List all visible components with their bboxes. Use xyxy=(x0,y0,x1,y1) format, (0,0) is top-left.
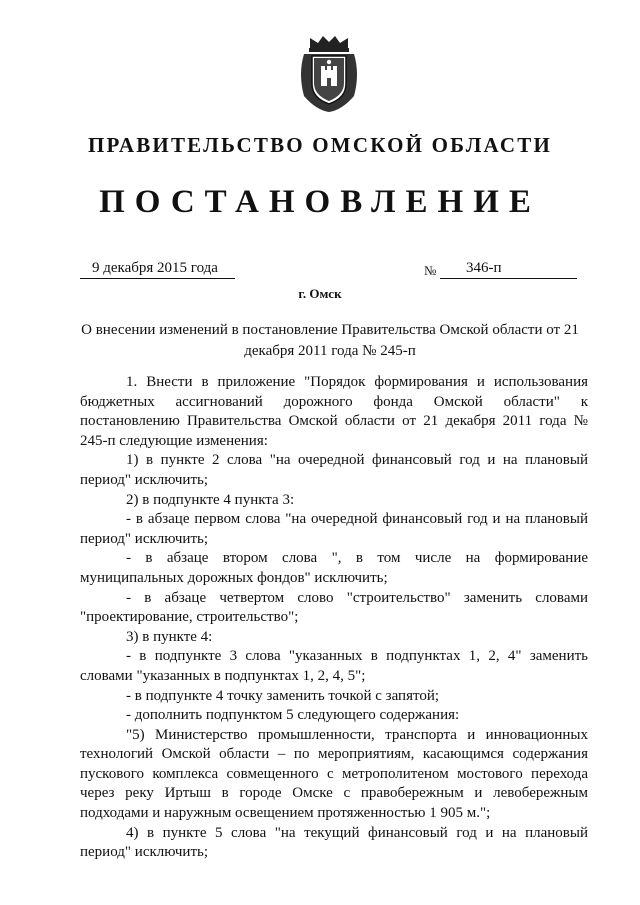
number-sign: № xyxy=(424,263,437,278)
document-subject: О внесении изменений в постановление Правительства Омской области от 21 декабря 2011 года № 245-п xyxy=(81,322,579,359)
paragraph: - в абзаце втором слова ", в том числе на формирование муниципальных дорожных фондов" исключить; xyxy=(80,550,588,586)
government-title: ПРАВИТЕЛЬСТВО ОМСКОЙ ОБЛАСТИ xyxy=(87,133,552,157)
paragraph: - дополнить подпунктом 5 следующего содержания: xyxy=(126,707,460,724)
paragraph: 1. Внести в приложение "Порядок формирования и использования бюджетных ассигнований дорожного фонда Омской области" к постановлению Правительства Омской области от 21 декабря 2011 года № 245-п следующие изменения: xyxy=(80,374,588,449)
paragraph: 1) в пункте 2 слова "на очередной финансовый год и на плановый период" исключить; xyxy=(80,452,588,488)
city-name: г. Омск xyxy=(298,286,342,301)
paragraph: 3) в пункте 4: xyxy=(126,628,213,645)
document-date: 9 декабря 2015 года xyxy=(92,260,218,276)
paragraph: - в абзаце четвертом слово "строительство" заменить словами "проектирование, строительство"; xyxy=(80,589,588,626)
paragraph: - в абзаце первом слова "на очередной финансовый год и на плановый период" исключить; xyxy=(80,511,588,547)
number-underline xyxy=(440,262,577,279)
document-type-title: ПОСТАНОВЛЕНИЕ xyxy=(99,184,541,220)
paragraph: 4) в пункте 5 слова "на текущий финансовый год и на плановый период" исключить; xyxy=(80,824,588,861)
document-body xyxy=(80,373,588,863)
document-number: 346-п xyxy=(466,260,502,276)
paragraph: 2) в подпункте 4 пункта 3: xyxy=(126,491,295,508)
paragraph: - в подпункте 3 слова "указанных в подпунктах 1, 2, 4" заменить словами "указанных в подпунктах 1, 2, 4, 5"; xyxy=(80,648,588,684)
omsk-coat-of-arms-emblem xyxy=(296,34,362,114)
paragraph: - в подпункте 4 точку заменить точкой с запятой; xyxy=(126,687,440,704)
paragraph: "5) Министерство промышленности, транспорта и инновационных технологий Омской области – по мероприятиям, касающимся содержания пускового комплекса совмещенного с метрополитеном мостового перехода через реку Иртыш в городе Омске с правобережным и левобережным подходами и наружным освещением протяженностью 1 905 м."; xyxy=(80,726,588,822)
